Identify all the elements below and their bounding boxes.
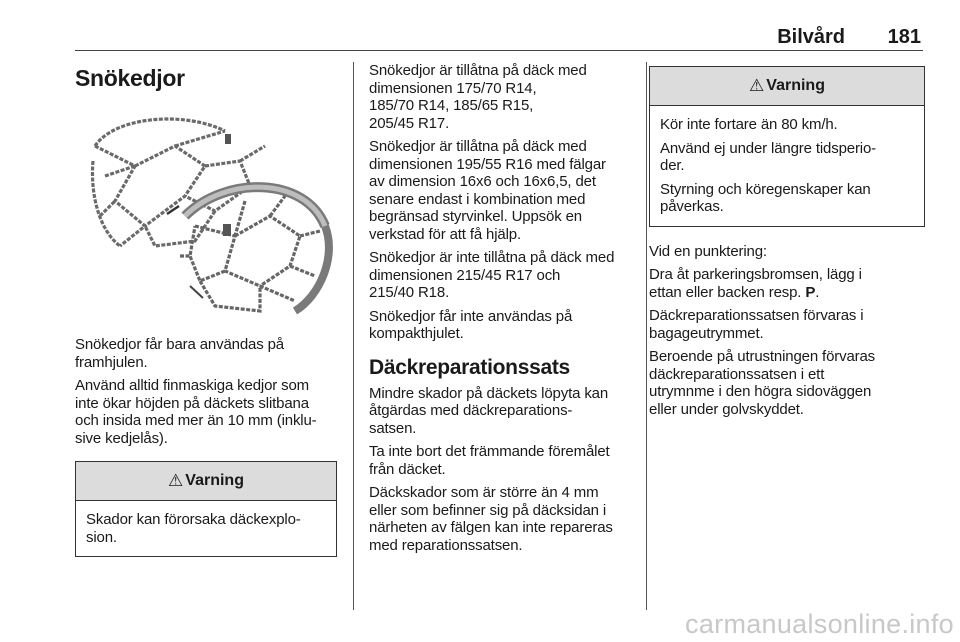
warning-box — [75, 461, 337, 557]
warning-triangle-icon: ⚠ — [749, 76, 765, 95]
paragraph: Snökedjor är tillåtna på däck med dimensionen 175/70 R14, 185/70 R14, 185/65 R15, 205/45 R17. — [369, 62, 587, 132]
warning-title: Varning — [185, 472, 244, 489]
warning-text: Skador kan förorsaka däckexplo- sion. — [86, 511, 301, 546]
section-title-snow-chains: Snökedjor — [75, 65, 185, 91]
paragraph: Ta inte bort det främmande föremålet från däcket. — [369, 443, 610, 478]
warning-body — [650, 106, 924, 226]
paragraph: Beroende på utrustningen förvaras däckreparationssatsen i ett utrymnme i den högra sidoväggen eller under golvskyddet. — [649, 348, 876, 418]
left-column — [75, 62, 337, 557]
snow-chains-illustration — [75, 106, 337, 318]
header-rule — [75, 50, 923, 51]
paragraph: Snökedjor får bara användas på framhjulen. — [75, 336, 284, 371]
column-divider-1 — [353, 62, 354, 610]
paragraph — [649, 266, 925, 301]
paragraph-end: . — [815, 283, 820, 301]
warning-text: Använd ej under längre tidsperio- der. — [660, 139, 877, 174]
warning-header — [650, 67, 924, 106]
snow-chains-icon — [75, 106, 337, 318]
warning-triangle-icon: ⚠ — [168, 471, 184, 490]
paragraph: Däckreparationssatsen förvaras i bagageutrymmet. — [649, 307, 864, 342]
paragraph: Snökedjor är tillåtna på däck med dimensionen 195/55 R16 med fälgar av dimension 16x6 och 16x6,5, det senare endast i kombination med begränsad styrvinkel. Uppsök en verkstad för att få hjälp. — [369, 138, 606, 243]
middle-column — [369, 62, 635, 560]
paragraph: Snökedjor får inte användas på kompakthjulet. — [369, 307, 573, 342]
warning-text: Styrning och köregenskaper kan påverkas. — [660, 180, 871, 215]
paragraph: Snökedjor är inte tillåtna på däck med dimensionen 215/45 R17 och 215/40 R18. — [369, 249, 615, 301]
paragraph-text: Dra åt parkeringsbromsen, lägg i ettan eller backen resp. — [649, 266, 862, 301]
gear-reverse-label: P — [805, 283, 816, 301]
section-title-repair-kit: Däckreparationssats — [369, 355, 570, 379]
paragraph: Vid en punktering: — [649, 242, 767, 260]
warning-body — [76, 501, 336, 556]
paragraph: Däckskador som är större än 4 mm eller som befinner sig på däcksidan i närheten av fälgen kan inte repareras med reparationssatsen. — [369, 484, 613, 554]
warning-box — [649, 66, 925, 227]
paragraph: Mindre skador på däckets löpyta kan åtgärdas med däckreparations- satsen. — [369, 384, 609, 437]
right-column — [649, 62, 925, 424]
page-number: 181 — [887, 26, 921, 48]
column-divider-2 — [646, 62, 647, 610]
page-header — [75, 22, 923, 52]
chapter-title: Bilvård — [777, 26, 845, 48]
warning-title: Varning — [766, 77, 825, 94]
warning-header — [76, 462, 336, 501]
watermark: carmanualsonline.info — [685, 609, 954, 639]
paragraph: Använd alltid finmaskiga kedjor som inte ökar höjden på däckets slitbana och insida med mer än 10 mm (inklu- sive kedjelås). — [75, 377, 317, 447]
warning-text: Kör inte fortare än 80 km/h. — [660, 116, 838, 133]
